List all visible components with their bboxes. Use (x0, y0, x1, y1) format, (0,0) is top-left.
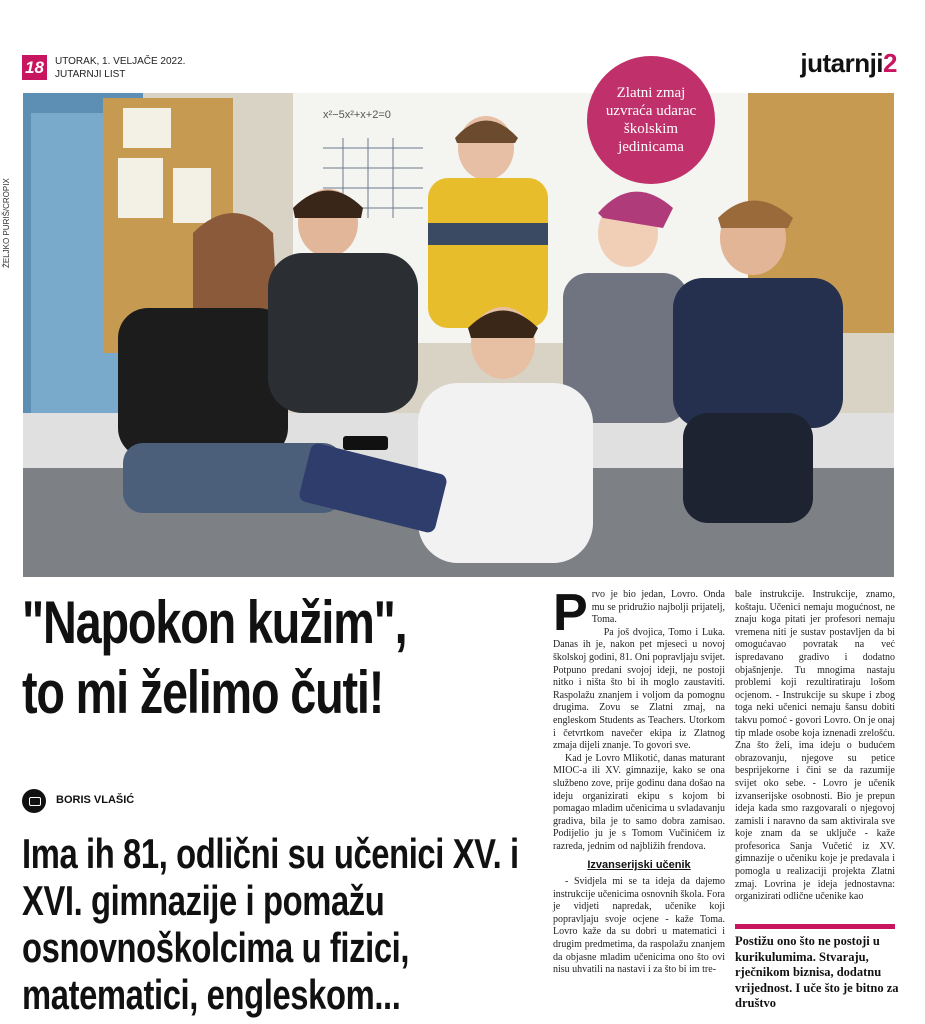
publication-name: JUTARNJI LIST (55, 69, 126, 80)
article-column-2 (735, 589, 895, 904)
paragraph: - Svidjela mi se ta ideja da dajemo instrukcije učenicima osnovnih škola. Fora je vidjeti napredak, učenike koji popravljaju svoje ocjene - kaže Toma. Lovro kaže da su dobri u matematici i drugim predmetima, da raspolažu znanjem da objasne mladim učenicima ono što ovi nisu uhvatili na nastavi i za što bi im tre- (553, 876, 725, 976)
section-subtitle: Izvanserijski učenik (587, 859, 691, 872)
badge-text: Zlatni zmaj uzvraća udarac školskim jedinicama (605, 85, 697, 155)
paragraph: Pa još dvojica, Tomo i Luka. Danas ih je, nakon pet mjeseci u novoj školskoj godini, 81. Oni popravljaju svijet. Potpuno predani svojoj ideji, ne postoji nitko i ništa što bi ih moglo zaustaviti. Raspolažu znanjem i voljom da pomognu drugima. Zovu se Zlatni zmaj, na engleskom Students as Teachers. Utorkom i četvrtkom navečer ekipa iz Zlatnog zmaja dijeli znanje. To govori sve. (553, 626, 725, 752)
headline-line-2: to mi želimo čuti! (22, 659, 384, 726)
teaser-badge (587, 56, 715, 184)
page-number: 18 (22, 55, 47, 80)
brand-logo (800, 48, 897, 79)
author-camera-icon (22, 789, 46, 813)
phone (343, 436, 388, 450)
classroom-photo-illustration (23, 93, 894, 577)
photo-credit-text: ŽELJKO PURIŠ/CROPIX (2, 178, 11, 268)
issue-date: UTORAK, 1. VELJAČE 2022. (55, 56, 186, 67)
article-photo (23, 93, 894, 577)
pull-quote: Postižu ono što ne postoji u kurikulumima. Stvaraju, rječnikom biznisa, dodatnu vrijednost. I uče što je bitno za društvo (735, 934, 899, 1010)
paragraph: Kad je Lovro Mlikotić, danas maturant MIOC-a ili XV. gimnazije, kako se ona službeno zove, prije godinu dana došao na ideju organizirati ekipu s kojom bi pomagao mladim učenicima u svladavanju gradiva, bila je to samo dobra zamisao. Podijelio ju je s Tomom Vučinićem iz razreda, jednim od najbližih frendova. (553, 752, 725, 852)
photo-credit (2, 98, 16, 268)
brand-main: jutarnji (800, 48, 884, 78)
author-name: BORIS VLAŠIĆ (56, 794, 135, 806)
drop-cap: P (553, 584, 588, 642)
article-column-1 (553, 584, 725, 977)
paragraph (553, 584, 725, 642)
headline-line-1: "Napokon kužim", (22, 589, 407, 656)
board-formula: x²−5x²+x+2=0 (323, 109, 391, 121)
pull-quote-bar (735, 924, 895, 929)
subheadline: Ima ih 81, odlični su učenici XV. i XVI. gimnazije i pomažu osnovnoškolcima u fizici, matematici, engleskom... (22, 830, 519, 1018)
paragraph-text: rvo je bio jedan, Lovro. Onda mu se pridružio najbolji prijatelj, Toma. (591, 589, 725, 626)
paragraph: bale instrukcije. Instrukcije, znamo, koštaju. Učenici nemaju mogućnost, ne znaju koga pitati jer profesori nemaju vremena niti je sustav postavljen da bi omogućavao povratak na već ispredavano gradivo i dodatno objašnjenje. Tu mnogima nastaju problemi koji rezultiratiraju lošom ocjenom. - Instrukcije su skupe i zbog toga neki učenici nemaju šansu dobiti takvu pomoć - govori Lovro. On je onaj tip mlade osobe koja iznenadi zrelošću. Zna što želi, ima ideju o budućem obrazovanju, njegove su petice besprijekorne i čini se da razumije svijet oko sebe. - Lovro je učenik izvanserijske osobnosti. Bio je prepun ideja kada smo razgovarali o njegovoj zamisli i naravno da sam aktivirala sve koje znam da se uključe - kaže profesorica Sanja Vučetić iz XV. gimnazije o učeniku koje je predavala i pomogla u realizaciji projekta Zlatni zmaj. Lovrina je ideja jednostavna: organizirati odlične učenike kao (735, 589, 895, 903)
headline (22, 588, 537, 728)
brand-number: 2 (883, 48, 897, 78)
